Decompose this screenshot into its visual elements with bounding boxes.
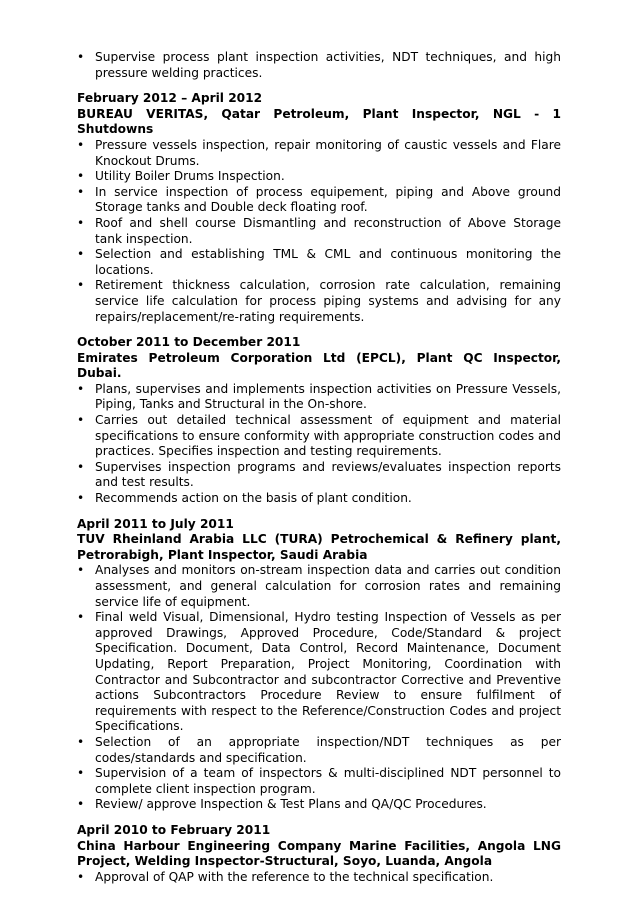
bullet-text: In service inspection of process equipement, piping and Above ground Storage tanks and Double deck floating roof. — [95, 184, 561, 215]
bullet-text: Roof and shell course Dismantling and reconstruction of Above Storage tank inspection. — [95, 215, 561, 246]
bullet-text: Analyses and monitors on-stream inspection data and carries out condition assessment, and general calculation for corrosion rates and remaining service life of equipment. — [95, 563, 561, 609]
bullet-text: Supervises inspection programs and reviews/evaluates inspection reports and test results. — [95, 459, 561, 490]
bullet-icon: • — [77, 215, 85, 230]
bullet-icon: • — [77, 766, 85, 781]
bullet-text: Utility Boiler Drums Inspection. — [95, 169, 285, 184]
bullet-icon: • — [77, 413, 85, 428]
list-item — [77, 413, 561, 460]
bullet-text: Plans, supervises and implements inspection activities on Pressure Vessels, Piping, Tanks and Structural in the On-shore. — [95, 381, 561, 412]
bullet-text: Approval of QAP with the reference to the technical specification. — [95, 869, 494, 884]
job-period: April 2010 to February 2011 — [77, 822, 271, 837]
list-item — [77, 169, 561, 185]
job-bullet-list — [77, 563, 561, 813]
list-item — [77, 563, 561, 610]
list-item — [77, 216, 561, 247]
bullet-icon: • — [77, 247, 85, 262]
bullet-text: Supervise process plant inspection activities, NDT techniques, and high pressure welding practices. — [95, 50, 561, 80]
list-item — [77, 50, 561, 81]
resume-page — [77, 50, 561, 885]
list-item — [77, 870, 561, 886]
bullet-icon: • — [77, 734, 85, 749]
bullet-icon: • — [77, 381, 85, 396]
experience-section — [77, 517, 561, 813]
job-period: February 2012 – April 2012 — [77, 91, 263, 106]
list-item — [77, 278, 561, 325]
bullet-text: Supervision of a team of inspectors & multi-disciplined NDT personnel to complete client inspection program. — [95, 766, 561, 796]
job-employer: Emirates Petroleum Corporation Ltd (EPCL), Plant QC Inspector, Dubai. — [77, 350, 561, 381]
job-employer: China Harbour Engineering Company Marine Facilities, Angola LNG Project, Welding Inspector-Structural, Soyo, Luanda, Angola — [77, 838, 561, 869]
bullet-text: Selection of an appropriate inspection/NDT techniques as per codes/standards and specification. — [95, 734, 561, 765]
bullet-icon: • — [77, 137, 85, 152]
bullet-icon: • — [77, 869, 85, 884]
list-item — [77, 491, 561, 507]
bullet-text: Final weld Visual, Dimensional, Hydro testing Inspection of Vessels as per approved Drawings, Approved Procedure, Code/Standard & project Specification. Document, Data Control, Record Maintenance, Document Updating, Report Preparation, Project Monitoring, Coordination with Contractor and Subcontractor and subcontractor Corrective and Preventive actions Subcontractors Procedure Review to ensure fulfilment of requirements with respect to the Reference/Construction Codes and project Specifications. — [95, 610, 561, 734]
intro-bullet-list — [77, 50, 561, 81]
list-item — [77, 138, 561, 169]
experience-section — [77, 823, 561, 885]
bullet-text: Recommends action on the basis of plant condition. — [95, 491, 412, 506]
bullet-icon: • — [77, 610, 85, 625]
job-period: October 2011 to December 2011 — [77, 335, 301, 350]
bullet-icon: • — [77, 563, 85, 578]
list-item — [77, 735, 561, 766]
bullet-icon: • — [77, 797, 85, 812]
job-bullet-list — [77, 138, 561, 325]
list-item — [77, 247, 561, 278]
bullet-icon: • — [77, 278, 85, 293]
job-employer: BUREAU VERITAS, Qatar Petroleum, Plant Inspector, NGL - 1 Shutdowns — [77, 106, 561, 137]
job-employer: TUV Rheinland Arabia LLC (TURA) Petrochemical & Refinery plant, Petrorabigh, Plant Inspector, Saudi Arabia — [77, 532, 561, 562]
bullet-text: Selection and establishing TML & CML and continuous monitoring the locations. — [95, 247, 561, 277]
list-item — [77, 382, 561, 413]
list-item — [77, 766, 561, 797]
list-item — [77, 185, 561, 216]
bullet-icon: • — [77, 50, 85, 64]
bullet-text: Carries out detailed technical assessment of equipment and material specifications to ensure conformity with appropriate construction codes and practices. Specifies inspection and testing requirements. — [95, 413, 561, 459]
list-item — [77, 610, 561, 735]
job-bullet-list — [77, 870, 561, 886]
bullet-icon: • — [77, 459, 85, 474]
bullet-icon: • — [77, 184, 85, 199]
bullet-text: Retirement thickness calculation, corrosion rate calculation, remaining service life calculation for process piping systems and advising for any repairs/replacement/re-rating requirements. — [95, 278, 561, 324]
bullet-icon: • — [77, 491, 85, 506]
bullet-text: Review/ approve Inspection & Test Plans and QA/QC Procedures. — [95, 797, 487, 812]
bullet-text: Pressure vessels inspection, repair monitoring of caustic vessels and Flare Knockout Drums. — [95, 137, 561, 168]
list-item — [77, 460, 561, 491]
job-period: April 2011 to July 2011 — [77, 516, 234, 531]
experience-section — [77, 91, 561, 325]
list-item — [77, 797, 561, 813]
experience-section — [77, 335, 561, 507]
bullet-icon: • — [77, 169, 85, 184]
job-bullet-list — [77, 382, 561, 507]
